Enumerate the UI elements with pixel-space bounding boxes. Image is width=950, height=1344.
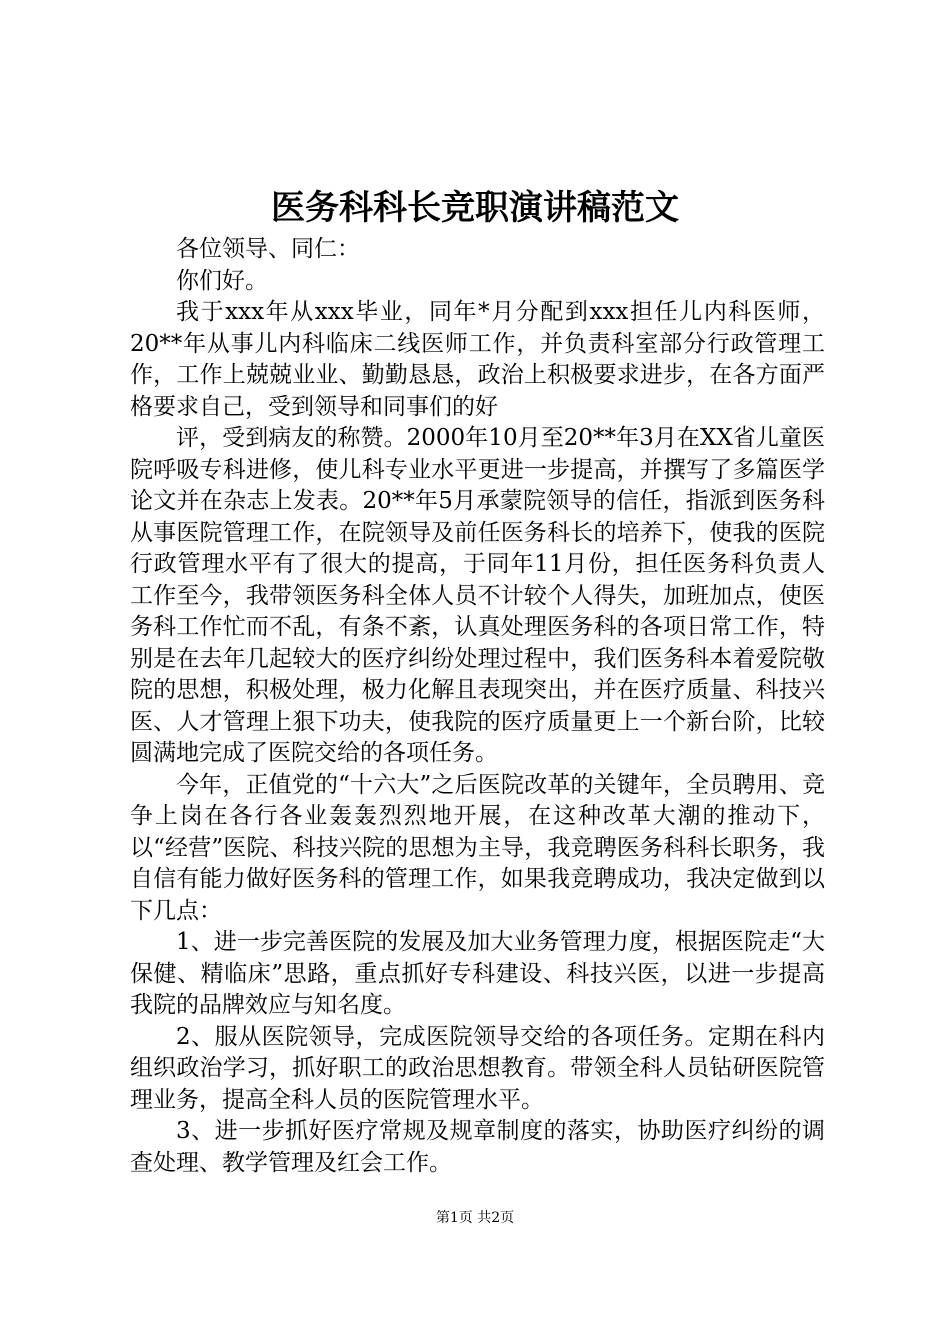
paragraph-background: 我于xxx年从xxx毕业，同年*月分配到xxx担任儿内科医师，20**年从事儿内科临床二线医师工作，并负责科室部分行政管理工作，工作上兢兢业业、勤勤恳恳，政治上积极要求进步，在各方面严格要求自己，受到领导和同事们的好 [130,299,825,420]
paragraph-motivation: 今年，正值党的“十六大”之后医院改革的关键年，全员聘用、竞争上岗在各行各业轰轰烈烈地开展，在这种改革大潮的推动下，以“经营”医院、科技兴院的思想为主导，我竞聘医务科科长职务，我自信有能力做好医务科的管理工作，如果我竞聘成功，我决定做到以下几点： [130,771,825,924]
paragraph-point-3: 3、进一步抓好医疗常规及规章制度的落实，协助医疗纠纷的调查处理、教学管理及红会工作。 [130,1118,825,1176]
paragraph-point-2: 2、服从医院领导，完成医院领导交给的各项任务。定期在科内组织政治学习，抓好职工的政治思想教育。带领全科人员钻研医院管理业务，提高全科人员的医院管理水平。 [130,1023,825,1113]
paragraph-greeting: 你们好。 [176,267,268,294]
paragraph-experience: 评，受到病友的称赞。2000年10月至20**年3月在XX省儿童医院呼吸专科进修，使儿科专业水平更进一步提高，并撰写了多篇医学论文并在杂志上发表。20**年5月承蒙院领导的信任，指派到医务科从事医院管理工作，在院领导及前任医务科长的培养下，使我的医院行政管理水平有了很大的提高，于同年11月份，担任医务科负责人工作至今，我带领医务科全体人员不计较个人得失，加班加点，使医务科工作忙而不乱，有条不紊，认真处理医务科的各项日常工作，特别是在去年几起较大的医疗纠纷处理过程中，我们医务科本着爱院敬院的思想，积极处理，极力化解且表现突出，并在医疗质量、科技兴医、人才管理上狠下功夫，使我院的医疗质量更上一个新台阶，比较圆满地完成了医院交给的各项任务。 [130,425,825,766]
document-title: 医务科科长竞职演讲稿范文 [271,188,679,228]
paragraph-salutation: 各位领导、同仁： [176,236,360,262]
paragraph-point-1: 1、进一步完善医院的发展及加大业务管理力度，根据医院走“大保健、精临床”思路，重点抓好专科建设、科技兴医，以进一步提高我院的品牌效应与知名度。 [130,929,825,1018]
page-footer: 第1页 共2页 [435,1210,515,1226]
document-body [130,234,825,1179]
